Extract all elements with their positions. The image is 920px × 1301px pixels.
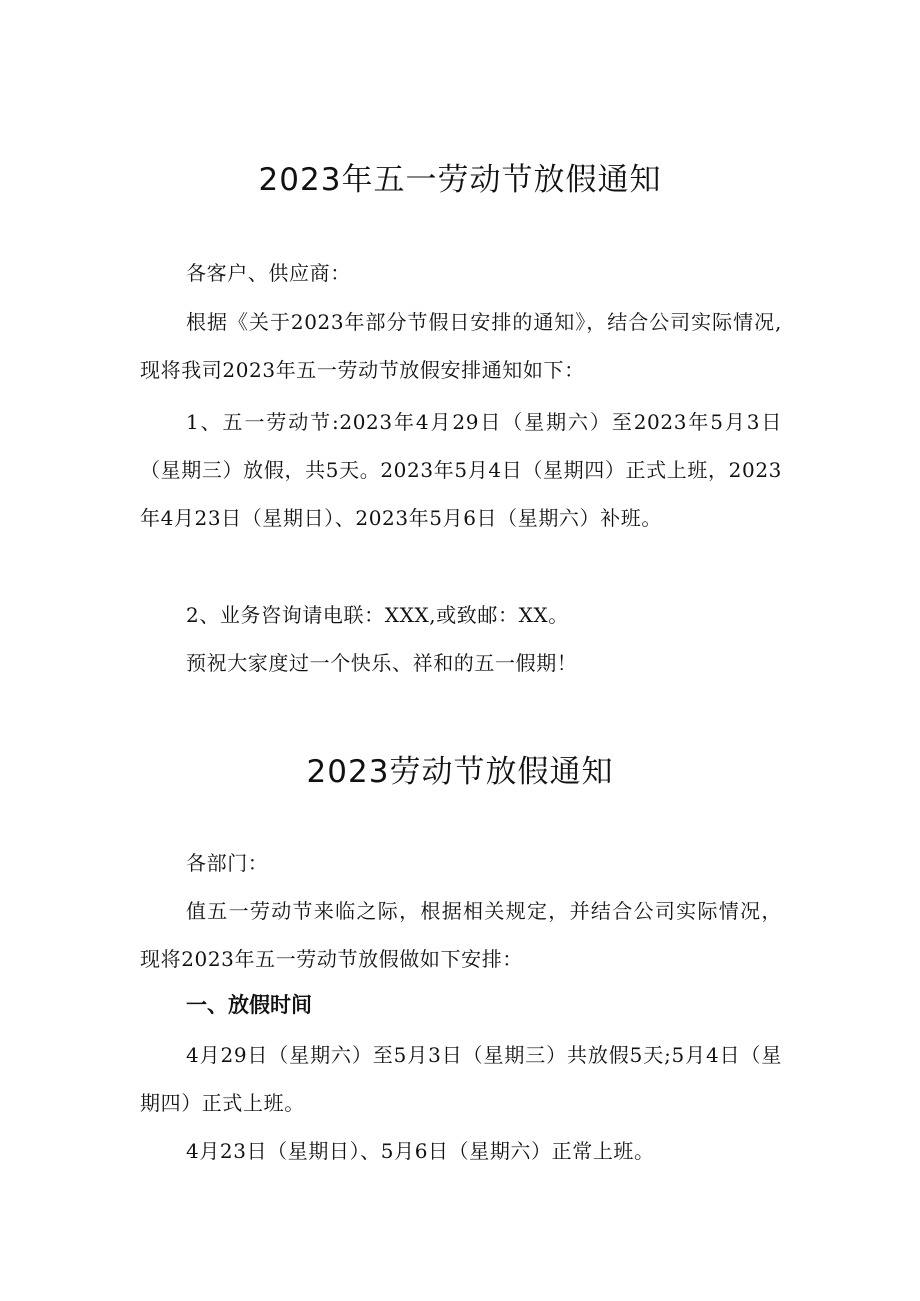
notice-1-salutation: 各客户、供应商： [186,261,351,285]
notice-1-closing: 预祝大家度过一个快乐、祥和的五一假期！ [186,651,578,675]
notice-1-item-1: 1、五一劳动节:2023年4月29日（星期六）至2023年5月3日（星期三）放假，共5天。2023年5月4日（星期四）正式上班，2023年4月23日（星期日）、2023年5月6日（星期六）补班。 [140,410,782,530]
notice-1-intro: 根据《关于2023年部分节假日安排的通知》，结合公司实际情况,现将我司2023年五一劳动节放假安排通知如下： [140,310,782,382]
notice-2-workdays: 4月23日（星期日）、5月6日（星期六）正常上班。 [186,1139,655,1163]
notice-2-salutation: 各部门： [186,851,269,875]
notice-2-schedule: 4月29日（星期六）至5月3日（星期三）共放假5天;5月4日（星期四）正式上班。 [140,1043,782,1115]
notice-2-title: 2023劳动节放假通知 [306,754,614,790]
notice-1-item-2: 2、业务咨询请电联：XXX,或致邮：XX。 [186,603,569,627]
notice-1-title: 2023年五一劳动节放假通知 [258,162,662,198]
notice-2-section-heading: 一、放假时间 [186,993,312,1017]
notice-2-intro: 值五一劳动节来临之际，根据相关规定，并结合公司实际情况，现将2023年五一劳动节放假做如下安排： [140,899,782,971]
